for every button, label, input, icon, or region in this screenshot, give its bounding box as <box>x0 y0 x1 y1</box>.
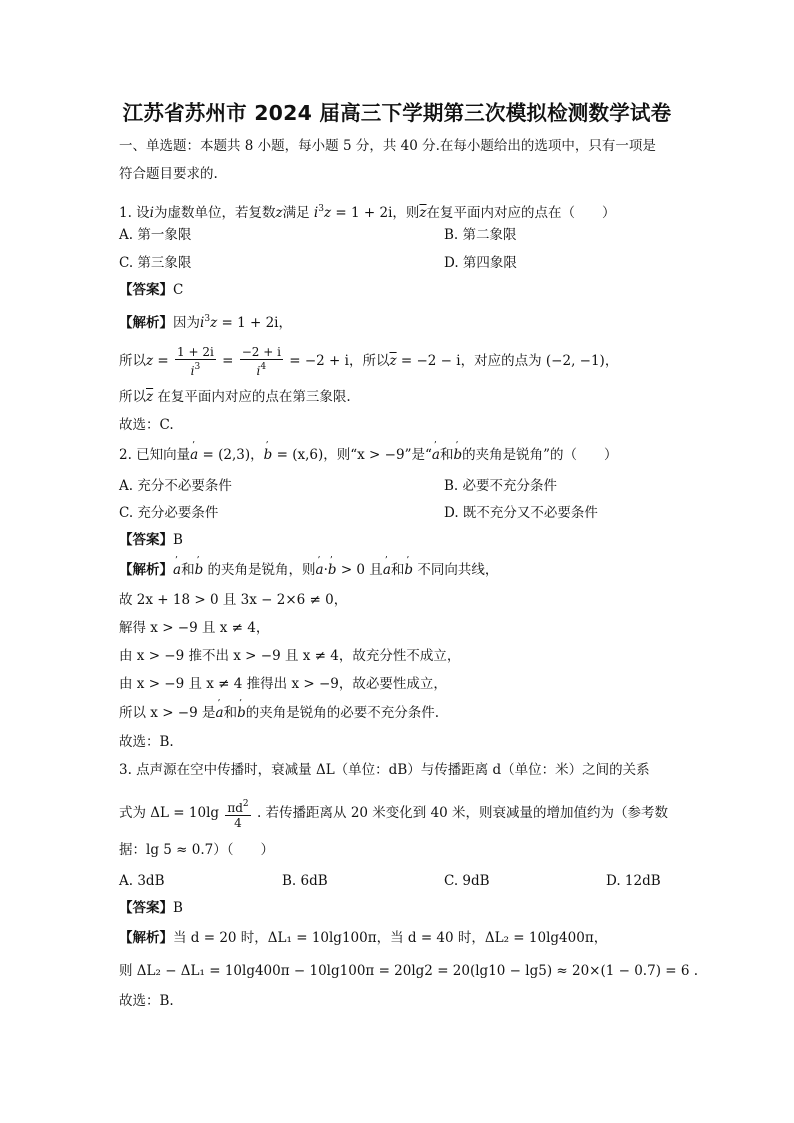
q1-option-d[interactable]: D. 第四象限 <box>444 255 517 271</box>
fraction: $\frac{-2 + i}{i^4}$ <box>241 345 281 378</box>
section-intro-line-1: 一、单选题：本题共 8 小题，每小题 5 分，共 40 分.在每小题给出的选项中，只有一项是 <box>119 138 656 154</box>
q2-solution-line-2: 故 2x + 18 > 0 且 3x − 2×6 ≠ 0， <box>119 592 348 608</box>
q1-options-row-2 <box>119 254 679 272</box>
q2-stem: 2. 已知向量’ a = (2,3)，’ b = (x,6)，则“x > −9”是“’ a和’ b的夹角是锐角”的（ ） <box>119 446 618 464</box>
q3-solution-line-3: 故选：B. <box>119 993 174 1009</box>
q2-solution-line-7: 故选：B. <box>119 734 174 750</box>
q2-solution-line-4: 由 x > −9 推不出 x > −9 且 x ≠ 4，故充分性不成立， <box>119 648 461 664</box>
q1-solution-line-4: 故选：C. <box>119 417 174 433</box>
q1-option-b[interactable]: B. 第二象限 <box>444 227 517 243</box>
q1-option-c[interactable]: C. 第三象限 <box>119 255 192 271</box>
q2-solution-line-1: 【解析】’ a和’ b 的夹角是锐角，则’ a·’ b > 0 且’ a和’ b 不同向共线， <box>119 561 498 579</box>
q2-solution-line-6: 所以 x > −9 是’ a和’ b的夹角是锐角的必要不充分条件. <box>119 704 439 722</box>
q3-option-c[interactable]: C. 9dB <box>444 873 490 889</box>
q3-option-d[interactable]: D. 12dB <box>606 873 661 889</box>
q1-stem: 1. 设i为虚数单位，若复数z满足 $i^3z = 1 + 2i$，则$\overline{z}$在复平面内对应的点在（ ） <box>119 204 616 221</box>
q3-option-a[interactable]: A. 3dB <box>119 873 165 889</box>
q1-solution-line-3: 所以$\overline{z}$ 在复平面内对应的点在第三象限. <box>119 389 351 405</box>
q3-solution-line-2: 则 ΔL₂ − ΔL₁ = 10lg400π − 10lg100π = 20lg2 = 20(lg10 − lg5) ≈ 20×(1 − 0.7) = 6 . <box>119 963 699 979</box>
q2-solution-line-3: 解得 x > −9 且 x ≠ 4， <box>119 620 270 636</box>
q1-option-a[interactable]: A. 第一象限 <box>119 227 192 243</box>
q1-answer: 【答案】C <box>119 282 184 298</box>
q1-solution-line-1: 【解析】因为$i^3z = 1 + 2i$， <box>119 314 292 331</box>
q2-answer: 【答案】B <box>119 532 183 548</box>
q3-answer: 【答案】B <box>119 900 183 916</box>
q2-option-b[interactable]: B. 必要不充分条件 <box>444 478 558 494</box>
q3-stem-line-3: 据：lg 5 ≈ 0.7）（ ） <box>119 842 274 858</box>
fraction: $\frac{\pi d^2}{4}$ <box>227 799 249 830</box>
section-intro-line-2: 符合题目要求的. <box>119 166 218 182</box>
q2-solution-line-5: 由 x > −9 且 x ≠ 4 推得出 x > −9，故必要性成立， <box>119 676 447 692</box>
q3-stem-line-1: 3. 点声源在空中传播时，衰减量 ΔL（单位：dB）与传播距离 d（单位：米）之间的关系 <box>119 762 650 778</box>
q2-option-c[interactable]: C. 充分必要条件 <box>119 505 219 521</box>
q2-option-a[interactable]: A. 充分不必要条件 <box>119 478 232 494</box>
q3-stem-line-2: 式为 ΔL = 10lg $\frac{\pi d^2}{4}$ . 若传播距离从 20 米变化到 40 米，则衰减量的增加值约为（参考数 <box>119 799 669 830</box>
q2-options-row-1 <box>119 477 679 495</box>
q3-solution-line-1: 【解析】当 d = 20 时，ΔL₁ = 10lg100π，当 d = 40 时，ΔL₂ = 10lg400π， <box>119 930 608 946</box>
q2-options-row-2 <box>119 504 679 522</box>
q3-options-row <box>119 872 679 890</box>
q3-option-b[interactable]: B. 6dB <box>282 873 328 889</box>
fraction: $\frac{1 + 2i}{i^3}$ <box>177 345 214 378</box>
page-title: 江苏省苏州市 2024 届高三下学期第三次模拟检测数学试卷 <box>122 101 672 125</box>
q2-option-d[interactable]: D. 既不充分又不必要条件 <box>444 505 598 521</box>
q1-solution-line-2: 所以z = $\frac{1 + 2i}{i^3}$ = $\frac{-2 + i}{i^4}$ = −2 + i，所以$\overline{z} = -2 - i$，对应的点为 (−2, −1)， <box>119 345 619 378</box>
q1-options-row-1 <box>119 226 679 244</box>
